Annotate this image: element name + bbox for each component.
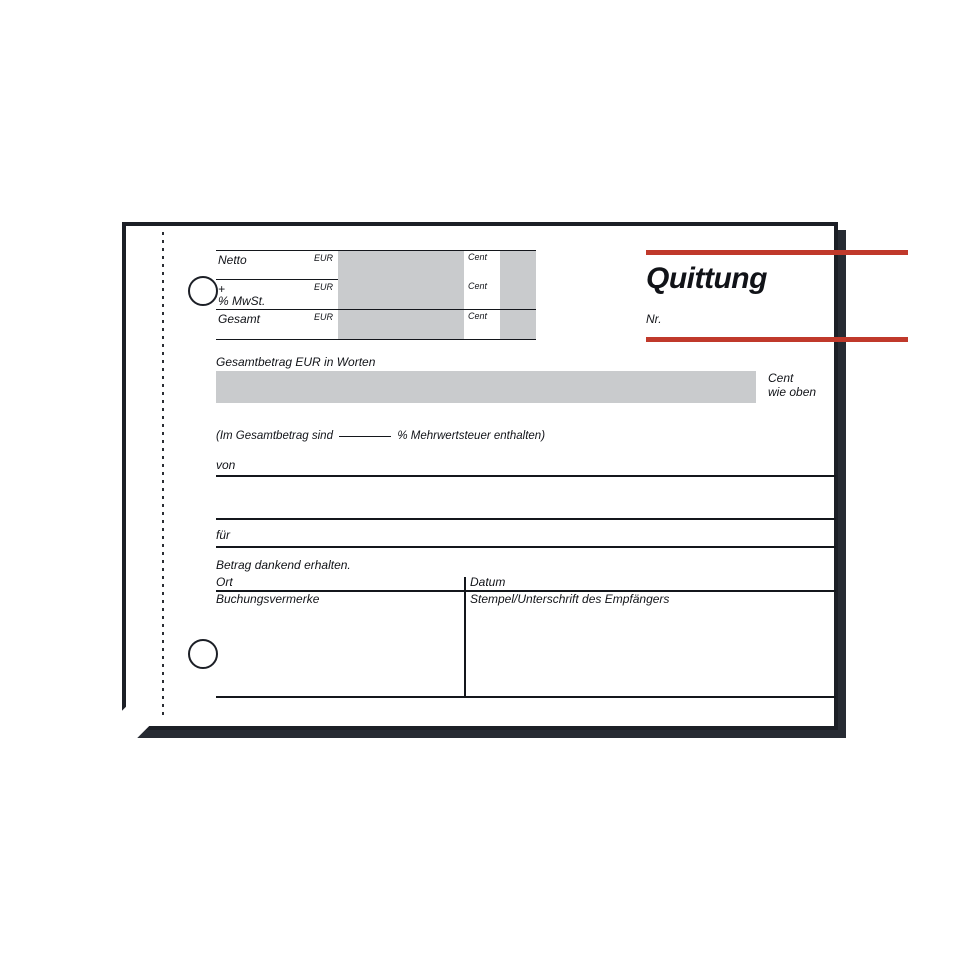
field-label-ort: Ort bbox=[216, 575, 233, 589]
amount-cent-label: Cent bbox=[468, 311, 488, 321]
amount-in-words-label: Gesamtbetrag EUR in Worten bbox=[216, 355, 376, 369]
vat-note-prefix: (Im Gesamtbetrag sind bbox=[216, 430, 333, 442]
amount-euro-input[interactable] bbox=[338, 310, 464, 339]
bottom-rule-bottom bbox=[216, 696, 836, 698]
bottom-column-divider bbox=[464, 577, 466, 697]
field-rule-fuer[interactable] bbox=[216, 546, 836, 548]
words-cent-label: Cent bbox=[768, 371, 794, 385]
field-label-fuer: für bbox=[216, 528, 231, 542]
received-note: Betrag dankend erhalten. bbox=[216, 558, 351, 572]
title-rule-top bbox=[646, 250, 908, 255]
amount-currency-label: EUR bbox=[314, 253, 334, 263]
field-label-von: von bbox=[216, 458, 236, 472]
amount-cent-input[interactable] bbox=[500, 280, 536, 309]
amount-cent-label: Cent bbox=[468, 281, 488, 291]
pad-edge-bottom bbox=[130, 730, 846, 738]
field-rule-von-2[interactable] bbox=[216, 518, 836, 520]
amount-cent-input[interactable] bbox=[500, 310, 536, 339]
title-block bbox=[646, 250, 908, 342]
amount-row-label: Gesamt bbox=[218, 312, 261, 326]
vat-note-suffix: % Mehrwertsteuer enthalten) bbox=[397, 430, 546, 442]
vat-note bbox=[216, 425, 545, 442]
field-rule-von-1[interactable] bbox=[216, 475, 836, 477]
amount-currency-label: EUR bbox=[314, 312, 334, 322]
amount-row-sublabel: % MwSt. bbox=[218, 294, 266, 308]
amount-row bbox=[216, 310, 536, 340]
amount-table bbox=[216, 250, 536, 342]
punch-hole-top bbox=[188, 276, 218, 306]
amount-euro-input[interactable] bbox=[338, 280, 464, 309]
receipt-pad bbox=[122, 222, 838, 730]
amount-cent-label: Cent bbox=[468, 252, 488, 262]
perforation-line bbox=[162, 232, 164, 720]
punch-hole-bottom bbox=[188, 639, 218, 669]
amount-row-label: Netto bbox=[218, 253, 247, 267]
vat-percent-input[interactable] bbox=[339, 425, 391, 437]
field-label-datum: Datum bbox=[470, 575, 506, 589]
amount-row bbox=[216, 280, 536, 310]
page-title: Quittung bbox=[646, 262, 767, 295]
field-label-buchungsvermerke: Buchungsvermerke bbox=[216, 592, 320, 606]
amount-cent-input[interactable] bbox=[500, 251, 536, 280]
amount-row bbox=[216, 250, 536, 280]
receipt-form bbox=[216, 240, 818, 712]
title-rule-bottom bbox=[646, 337, 908, 342]
amount-row-label: + bbox=[218, 282, 226, 296]
amount-euro-input[interactable] bbox=[338, 251, 464, 280]
amount-in-words-input[interactable] bbox=[216, 371, 756, 403]
words-cent-sublabel: wie oben bbox=[768, 385, 817, 399]
receipt-number-label: Nr. bbox=[646, 312, 662, 326]
field-label-stempel: Stempel/Unterschrift des Empfängers bbox=[470, 592, 670, 606]
amount-currency-label: EUR bbox=[314, 282, 334, 292]
